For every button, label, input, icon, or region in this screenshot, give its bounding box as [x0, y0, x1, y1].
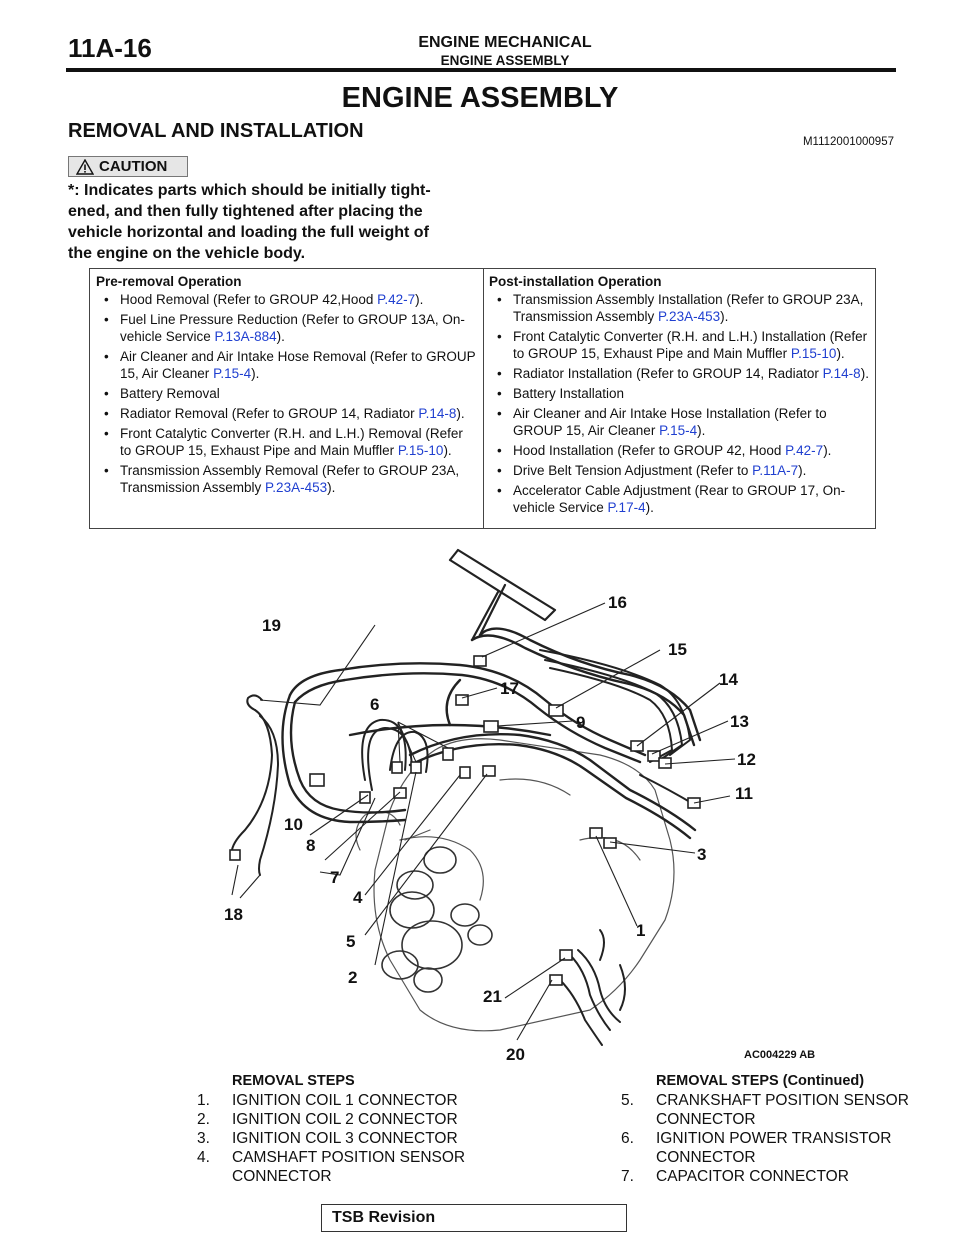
list-item: • Drive Belt Tension Adjustment (Refer to P.11A-7). — [489, 462, 869, 479]
list-item: • Front Catalytic Converter (R.H. and L.H.) Installation (Refer to GROUP 15, Exhaust Pipe and Main Muffler P.15-10). — [489, 328, 869, 362]
callout-18: 18 — [224, 905, 243, 924]
pulley-group — [382, 847, 492, 992]
tsb-revision-label: TSB Revision — [332, 1209, 436, 1226]
tsb-revision-box — [321, 1204, 627, 1232]
list-item: 7. CAPACITOR CONNECTOR — [621, 1168, 849, 1185]
callout-8: 8 — [306, 836, 316, 855]
list-item: • Battery Removal — [96, 385, 476, 402]
main-harness — [283, 629, 701, 838]
section-subtitle: REMOVAL AND INSTALLATION — [68, 120, 364, 142]
cross-reference-link[interactable]: P.23A-453 — [658, 309, 721, 324]
callout-9: 9 — [576, 713, 586, 732]
pre-removal-heading: Pre-removal Operation — [96, 274, 242, 289]
list-item: 3. IGNITION COIL 3 CONNECTOR — [197, 1130, 458, 1147]
cross-reference-link[interactable]: P.42-7 — [785, 443, 824, 458]
list-item: • Transmission Assembly Removal (Refer to GROUP 23A, Transmission Assembly P.23A-453). — [96, 462, 476, 496]
removal-steps-cont-heading: REMOVAL STEPS (Continued) — [656, 1073, 865, 1089]
bottom-harness — [560, 930, 625, 1045]
operations-table — [89, 268, 876, 529]
list-item: • Radiator Removal (Refer to GROUP 14, Radiator P.14-8). — [96, 405, 476, 422]
caution-text — [68, 180, 431, 264]
list-item: • Front Catalytic Converter (R.H. and L.H.) Removal (Refer to GROUP 15, Exhaust Pipe and Main Muffler P.15-10). — [96, 425, 476, 459]
list-item: • Accelerator Cable Adjustment (Rear to GROUP 17, On-vehicle Service P.17-4). — [489, 482, 869, 516]
callout-6: 6 — [370, 695, 380, 714]
list-item: 5. CRANKSHAFT POSITION SENSOR CONNECTOR — [621, 1092, 909, 1128]
removal-steps-continued — [621, 1072, 911, 1186]
table-divider — [483, 269, 484, 528]
cross-reference-link[interactable]: P.13A-884 — [214, 329, 277, 344]
callout-15: 15 — [668, 640, 687, 659]
harness-bracket — [450, 550, 555, 640]
callout-7: 7 — [330, 868, 340, 887]
cross-reference-link[interactable]: P.42-7 — [377, 292, 416, 307]
list-item: • Air Cleaner and Air Intake Hose Removal (Refer to GROUP 15, Air Cleaner P.15-4). — [96, 348, 476, 382]
caution-line: *: Indicates parts which should be initially tight- — [68, 182, 431, 199]
pre-removal-list — [96, 291, 476, 496]
cross-reference-link[interactable]: P.15-4 — [659, 423, 698, 438]
cross-reference-link[interactable]: P.15-4 — [213, 366, 252, 381]
header-rule — [66, 68, 896, 72]
post-install-list — [489, 291, 869, 516]
pre-removal-column — [96, 273, 476, 499]
list-item: • Hood Installation (Refer to GROUP 42, Hood P.42-7). — [489, 442, 869, 459]
callout-17: 17 — [500, 679, 519, 698]
warning-triangle-icon — [76, 159, 94, 175]
list-item: • Hood Removal (Refer to GROUP 42,Hood P.42-7). — [96, 291, 476, 308]
figure-code: AC004229 AB — [744, 1049, 816, 1061]
callout-16: 16 — [608, 593, 627, 612]
callout-20: 20 — [506, 1045, 525, 1064]
callout-12: 12 — [737, 750, 756, 769]
caution-line: the engine on the vehicle body. — [68, 245, 306, 262]
list-item: • Radiator Installation (Refer to GROUP 14, Radiator P.14-8). — [489, 365, 869, 382]
list-item: • Fuel Line Pressure Reduction (Refer to GROUP 13A, On-vehicle Service P.13A-884). — [96, 311, 476, 345]
callout-11: 11 — [735, 784, 753, 803]
list-item: • Battery Installation — [489, 385, 869, 402]
cross-reference-link[interactable]: P.11A-7 — [752, 463, 799, 478]
post-install-column — [489, 273, 869, 519]
callout-19: 19 — [262, 616, 281, 635]
callout-1: 1 — [636, 921, 646, 940]
list-item: 1. IGNITION COIL 1 CONNECTOR — [197, 1092, 458, 1109]
post-install-heading: Post-installation Operation — [489, 274, 662, 289]
list-item: 4. CAMSHAFT POSITION SENSOR CONNECTOR — [197, 1149, 466, 1185]
callout-14: 14 — [719, 670, 738, 689]
document-code: M1112001000957 — [802, 136, 894, 148]
removal-steps — [197, 1072, 497, 1186]
cross-reference-link[interactable]: P.15-10 — [790, 346, 837, 361]
cross-reference-link[interactable]: P.23A-453 — [265, 480, 328, 495]
cross-reference-link[interactable]: P.15-10 — [397, 443, 444, 458]
caution-line: vehicle horizontal and loading the full weight of — [68, 224, 429, 241]
callout-5: 5 — [346, 932, 356, 951]
list-item: • Air Cleaner and Air Intake Hose Installation (Refer to GROUP 15, Air Cleaner P.15-4). — [489, 405, 869, 439]
list-item: 2. IGNITION COIL 2 CONNECTOR — [197, 1111, 458, 1128]
callout-4: 4 — [353, 888, 363, 907]
cross-reference-link[interactable]: P.17-4 — [607, 500, 646, 515]
cross-reference-link[interactable]: P.14-8 — [418, 406, 457, 421]
caution-badge — [68, 156, 188, 177]
chapter-title: ENGINE MECHANICAL — [418, 34, 592, 51]
callout-3: 3 — [697, 845, 707, 864]
caution-line: ened, and then fully tightened after placing the — [68, 203, 423, 220]
section-title: ENGINE ASSEMBLY — [440, 53, 570, 68]
list-item: • Transmission Assembly Installation (Refer to GROUP 23A, Transmission Assembly P.23A-453). — [489, 291, 869, 325]
callout-2: 2 — [348, 968, 358, 987]
caution-label: CAUTION — [99, 158, 168, 175]
callout-10: 10 — [284, 815, 303, 834]
page-title: ENGINE ASSEMBLY — [341, 82, 619, 114]
engine-wiring-diagram — [200, 540, 820, 1070]
callout-13: 13 — [730, 712, 749, 731]
removal-steps-heading: REMOVAL STEPS — [232, 1073, 355, 1089]
list-item: 6. IGNITION POWER TRANSISTOR CONNECTOR — [621, 1130, 892, 1166]
page-number: 11A-16 — [68, 33, 152, 63]
cross-reference-link[interactable]: P.14-8 — [822, 366, 861, 381]
callout-21: 21 — [483, 987, 502, 1006]
left-harness — [232, 695, 278, 875]
